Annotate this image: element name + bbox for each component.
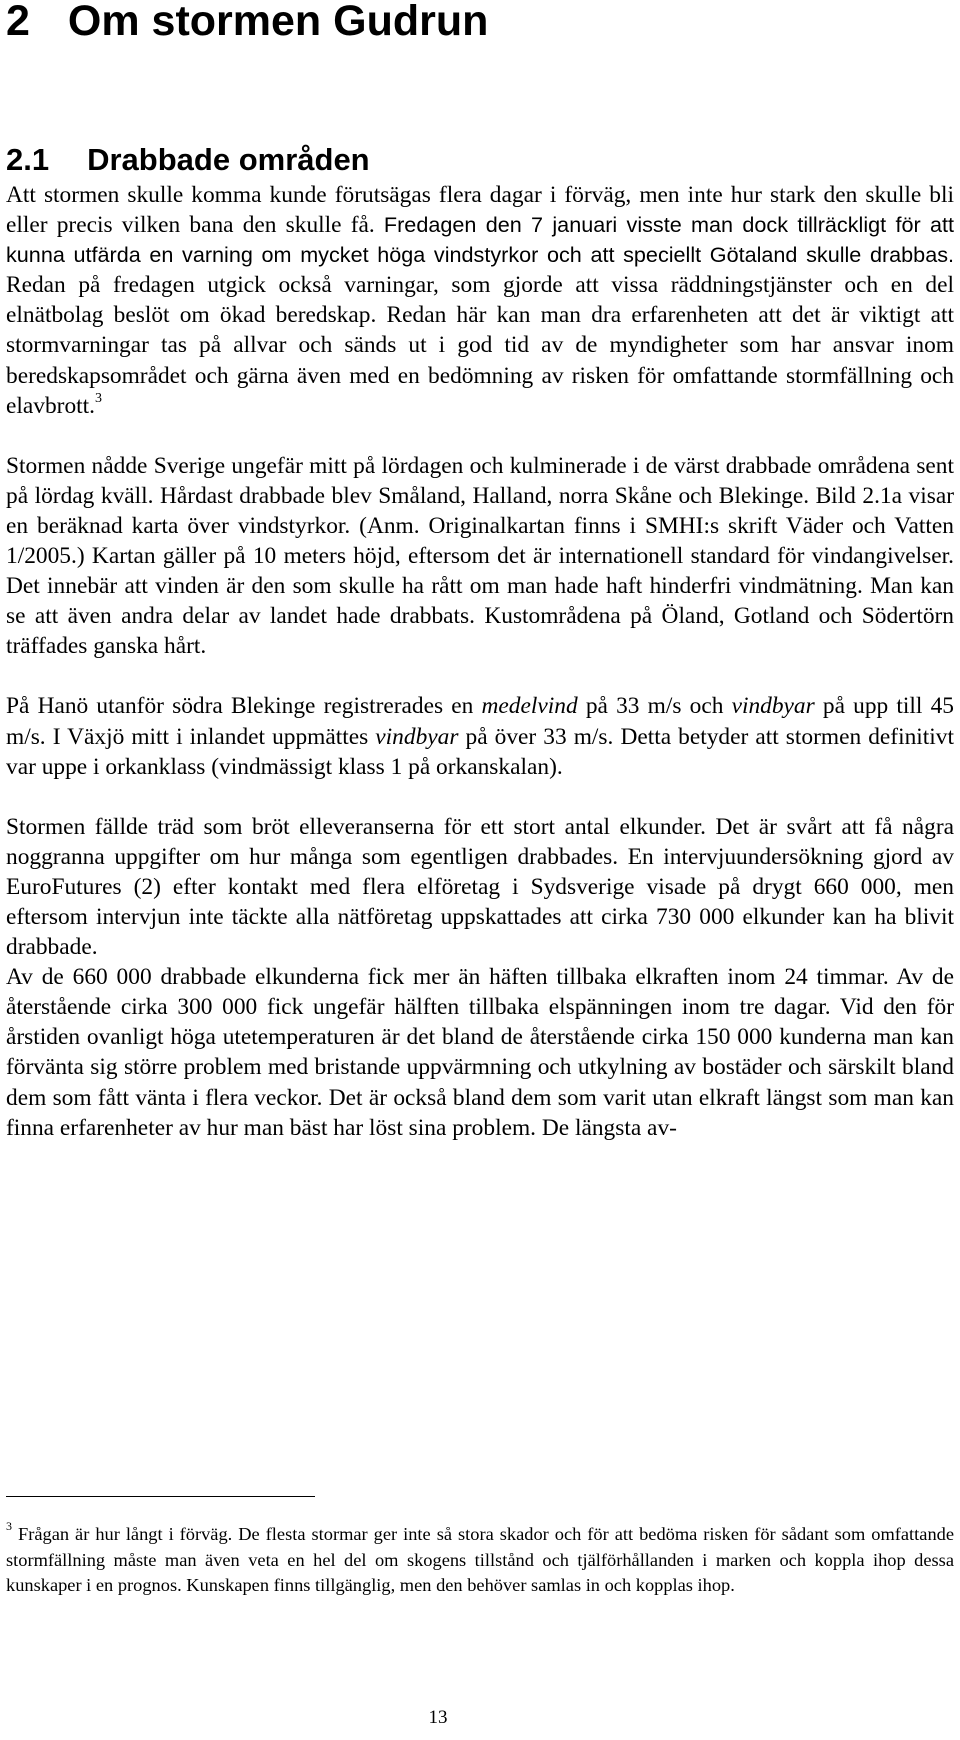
footnote-reference[interactable]: 3	[94, 390, 102, 406]
paragraph-4: Stormen fällde träd som bröt elleveranserna för ett stort antal elkunder. Det är svårt att få några noggranna uppgifter om hur många som egentligen drabbades. En intervjuundersökning gjord av EuroFutures (2) efter kontakt med flera elföretag i Sydsverige visade på drygt 660 000, men eftersom intervjun inte täckte alla nätföretag uppskattades att cirka 730 000 elkunder kan ha blivit drabbade.	[6, 813, 954, 961]
footnote	[6, 1518, 954, 1599]
section-title: Drabbade områden	[87, 142, 370, 177]
paragraph-3: På Hanö utanför södra Blekinge registrerades en medelvind på 33 m/s och vindbyar på upp till 45 m/s. I Växjö mitt i inlandet uppmättes vindbyar på över 33 m/s. Detta betyder att stormen definitivt var uppe i orkanklass (vindmässigt klass 1 på orkanskalan).	[6, 693, 954, 780]
footnote-separator	[6, 1496, 315, 1497]
page-number: 13	[428, 1707, 448, 1728]
chapter-number: 2	[6, 0, 30, 45]
paragraph-5: Av de 660 000 drabbade elkunderna fick mer än häften tillbaka elkraften inom 24 timmar. Av de återstående cirka 300 000 fick ungefär hälften tillbaka elspänningen inom tre dagar. Vid den för årstiden ovanligt höga utetemperaturen är det bland de återstående cirka 150 000 kunderna man kan förvänta sig större problem med bristande uppvärmning och utkylning av bostäder och särskilt bland dem som fått vänta i flera veckor. Det är också bland dem som varit utan elkraft längst som man kan finna erfarenheter av hur man bäst har löst sina problem. De längsta av-	[6, 964, 954, 1141]
body-text	[6, 180, 954, 1143]
footnote-text: Frågan är hur långt i förväg. De flesta stormar ger inte så stora skador och för att bedöma risken för sådant som omfattande stormfällning måste man även veta en hel del om skogens tillstånd och tjälförhållanden i marken och koppla ihop dessa kunskaper i en prognos. Kunskapen finns tillgänglig, men den behöver samlas in och kopplas ihop.	[6, 1524, 954, 1595]
chapter-heading	[6, 0, 488, 44]
section-heading	[6, 142, 370, 178]
paragraph-1: Att stormen skulle komma kunde förutsägas flera dagar i förväg, men inte hur stark den skulle bli eller precis vilken bana den skulle få. Fredagen den 7 januari visste man dock tillräckligt för att kunna utfärda en varning om mycket höga vindstyrkor och att speciellt Götaland skulle drabbas. Redan på fredagen utgick också varningar, som gjorde att vissa räddningstjänster och en del elnätbolag beslöt om ökad beredskap. Redan här kan man dra erfarenheten att det är viktigt att stormvarningar tas på allvar och sänds ut i god tid av de myndigheter som har ansvar inom beredskapsområdet och gärna även med en bedömning av risken för omfattande stormfällning och elavbrott.$^3$	[6, 182, 954, 419]
document-page	[6, 0, 954, 1740]
section-number: 2.1	[6, 142, 50, 177]
footnote-mark: 3	[6, 1518, 12, 1533]
paragraph-2: Stormen nådde Sverige ungefär mitt på lördagen och kulminerade i de värst drabbade områdena sent på lördag kväll. Hårdast drabbade blev Småland, Halland, norra Skåne och Blekinge. Bild 2.1a visar en beräknad karta över vindstyrkor. (Anm. Originalkartan finns i SMHI:s skrift Väder och Vatten 1/2005.) Kartan gäller på 10 meters höjd, eftersom det är internationell standard för vindangivelser. Det innebär att vinden är den som skulle ha rått om man hade haft hinderfri vindmätning. Man kan se att även andra delar av landet hade drabbats. Kustområdena på Öland, Gotland och Södertörn träffades ganska hårt.	[6, 452, 954, 660]
chapter-title: Om stormen Gudrun	[67, 0, 489, 45]
